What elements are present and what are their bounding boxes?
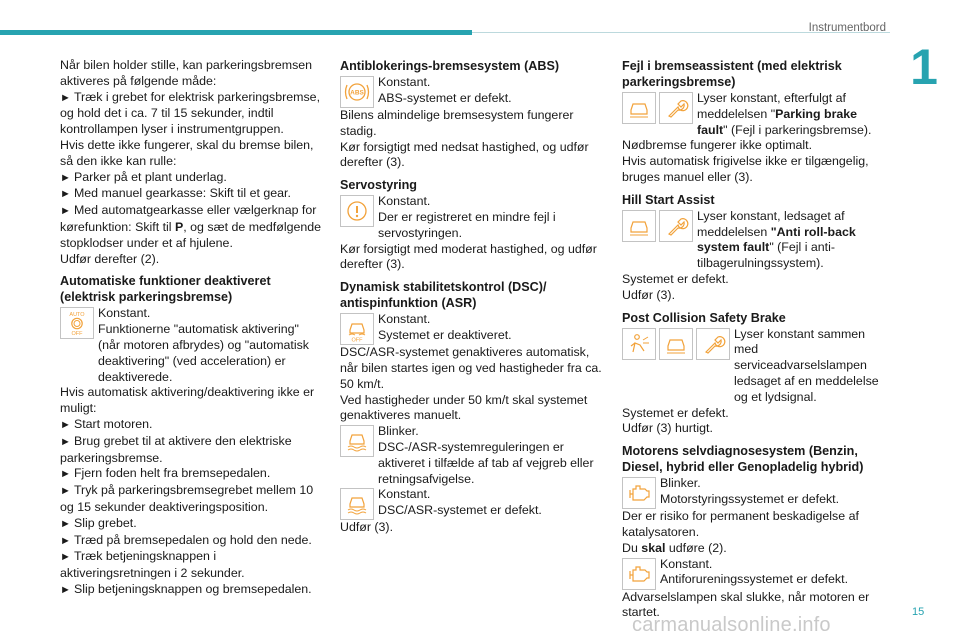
description-text: ABS-systemet er defekt. [378,90,512,105]
intro-paragraph: Når bilen holder stille, kan parkeringsbremsen aktiveres på følgende måde: [60,58,313,88]
column-3 [622,58,888,621]
status-text: Konstant. [98,306,151,321]
warning-row [622,476,888,509]
power-steering-icon [340,195,374,227]
warning-row [622,91,888,138]
car-warning-icon [622,92,656,124]
description-text: Funktionerne "automatisk aktivering" (når motoren afbrydes) og "automatisk deaktivering" (ved acceleration) er deaktiverede. [98,322,310,384]
bullet-item: ► Parker på et plant underlag. [60,170,324,187]
warning-row [622,327,888,406]
page-number: 15 [912,606,925,618]
paragraph: Systemet er defekt. [622,271,729,286]
column-1 [60,58,324,599]
status-text: Konstant. [378,487,431,502]
auto-off-parking-icon [60,307,94,339]
status-text: Konstant. [378,312,431,327]
paragraph: Nødbremse fungerer ikke optimalt. [622,138,813,153]
wrench-icon [659,92,693,124]
svg-text:ABS: ABS [350,89,364,97]
bullet-item: ► Start motoren. [60,417,324,434]
paragraph: Hvis automatisk frigivelse ikke er tilgængelig, bruges manuel eller (3). [622,154,869,184]
description-text: Lyser konstant, ledsaget af meddelelsen "Anti roll-back system fault" (Fejl i anti-tilbagerulningssystem). [697,208,856,271]
paragraph: Udfør derefter (2). [60,251,160,266]
paragraph: DSC/ASR-systemet genaktiveres automatisk, når bilen startes igen og ved hastigheder fra ca. 50 km/t. [340,345,602,391]
car-warning-icon [659,328,693,360]
description-text: DSC-/ASR-systemreguleringen er aktiveret i tilfælde af tab af vejgreb eller retningsafvigelse. [378,439,594,486]
heading-auto-functions: Automatiske funktioner deaktiveret (elektrisk parkeringsbremse) [60,274,271,305]
paragraph: Ved hastigheder under 50 km/t skal systemet genaktiveres manuelt. [340,392,588,423]
description-text: Lyser konstant sammen med serviceadvarselslampen ledsaget af en meddelelse og et lydsignal. [734,326,879,404]
status-text: Konstant. [378,75,431,89]
chapter-number: 1 [910,39,938,95]
status-text: Blinker. [378,424,419,439]
bullet-item: ► Træk betjeningsknappen i aktiveringsretningen i 2 sekunder. [60,549,324,582]
warning-row [60,306,324,385]
paragraph: Udfør (3). [622,287,676,302]
paragraph: Udfør (3) hurtigt. [622,421,713,436]
paragraph: Der er risiko for permanent beskadigelse af katalysatoren. [622,509,859,539]
bullet-item: ► Slip grebet. [60,516,324,533]
column-2 [340,58,602,536]
wrench-icon [696,328,730,360]
paragraph: Hvis dette ikke fungerer, skal du bremse bilen, så den ikke kan rulle: [60,137,314,168]
status-text: Konstant. [378,194,431,209]
warning-row [622,209,888,272]
section-title: Instrumentbord [808,22,886,34]
description-text: Antiforureningssystemet er defekt. [660,572,849,587]
svg-text:AUTO: AUTO [69,312,85,319]
paragraph: Du skal udføre (2). [622,540,727,555]
abs-warning-icon [340,76,374,108]
svg-text:OFF: OFF [351,337,363,343]
svg-text:OFF: OFF [71,331,83,337]
warning-row [340,487,602,520]
paragraph: Systemet er defekt. [622,405,729,420]
description-text: Motorstyringssystemet er defekt. [660,491,840,506]
watermark: carmanualsonline.info [632,614,831,636]
warning-row [340,194,602,241]
status-text: Blinker. [660,476,701,491]
warning-row [340,312,602,345]
driver-warning-icon [622,328,656,360]
bullet-item: ► Træd på bremsepedalen og hold den nede. [60,533,324,550]
paragraph: Udfør (3). [340,520,394,535]
dsc-skid-icon [340,488,374,520]
description-text: Der er registreret en mindre fejl i servostyringen. [378,209,556,240]
heading-engine-diagnosis: Motorens selvdiagnosesystem (Benzin, Diesel, hybrid eller Genopladelig hybrid) [622,444,864,475]
car-warning-icon [622,210,656,242]
heading-dsc: Dynamisk stabilitetskontrol (DSC)/ antispinfunktion (ASR) [340,280,547,311]
bullet-item: ► Med manuel gearkasse: Skift til et gear. [60,186,324,203]
bullet-item: ► Brug grebet til at aktivere den elektriske parkeringsbremse. [60,434,324,467]
header-accent-bar [0,30,472,35]
warning-row [340,75,602,108]
warning-row [622,557,888,590]
heading-abs: Antiblokerings-bremsesystem (ABS) [340,59,560,73]
bullet-item: ► Med automatgearkasse eller vælgerknap for kørefunktion: Skift til P, og sæt de medfølgende stopklodser under et af hjulene. [60,203,324,251]
warning-row [340,424,602,487]
bullet-item: ► Tryk på parkeringsbremsegrebet mellem 10 og 15 sekunder deaktiveringsposition. [60,483,324,516]
description-text: Lyser konstant, efterfulgt af meddelelsen "Parking brake fault" (Fejl i parkeringsbremse). [697,91,872,137]
heading-brake-assist: Fejl i bremseassistent (med elektrisk parkeringsbremse) [622,59,842,89]
heading-hill-start: Hill Start Assist [622,192,715,207]
paragraph: Hvis automatisk aktivering/deaktivering ikke er muligt: [60,385,315,416]
engine-warning-icon [622,558,656,590]
dsc-off-icon [340,313,374,345]
heading-post-collision: Post Collision Safety Brake [622,310,786,325]
paragraph: Kør forsigtigt med moderat hastighed, og udfør derefter (3). [340,241,597,272]
paragraph: Advarselslampen skal slukke, når motoren er startet. [622,589,870,620]
engine-warning-icon [622,477,656,509]
paragraph: Kør forsigtigt med nedsat hastighed, og udfør derefter (3). [340,139,589,170]
description-text: DSC/ASR-systemet er defekt. [378,503,542,518]
heading-power-steering: Servostyring [340,178,417,193]
bullet-item: ► Slip betjeningsknappen og bremsepedalen. [60,582,324,599]
bullet-item: ► Fjern foden helt fra bremsepedalen. [60,466,324,483]
wrench-icon [659,210,693,242]
status-text: Konstant. [660,556,713,571]
description-text: Systemet er deaktiveret. [378,327,512,342]
dsc-skid-icon [340,425,374,457]
bullet-item: ► Træk i grebet for elektrisk parkeringsbremse, og hold det i ca. 7 til 15 sekunder, indtil kontrollampen lyser i instrumentgruppen. [60,90,324,138]
paragraph: Bilens almindelige bremsesystem fungerer stadig. [340,108,574,138]
